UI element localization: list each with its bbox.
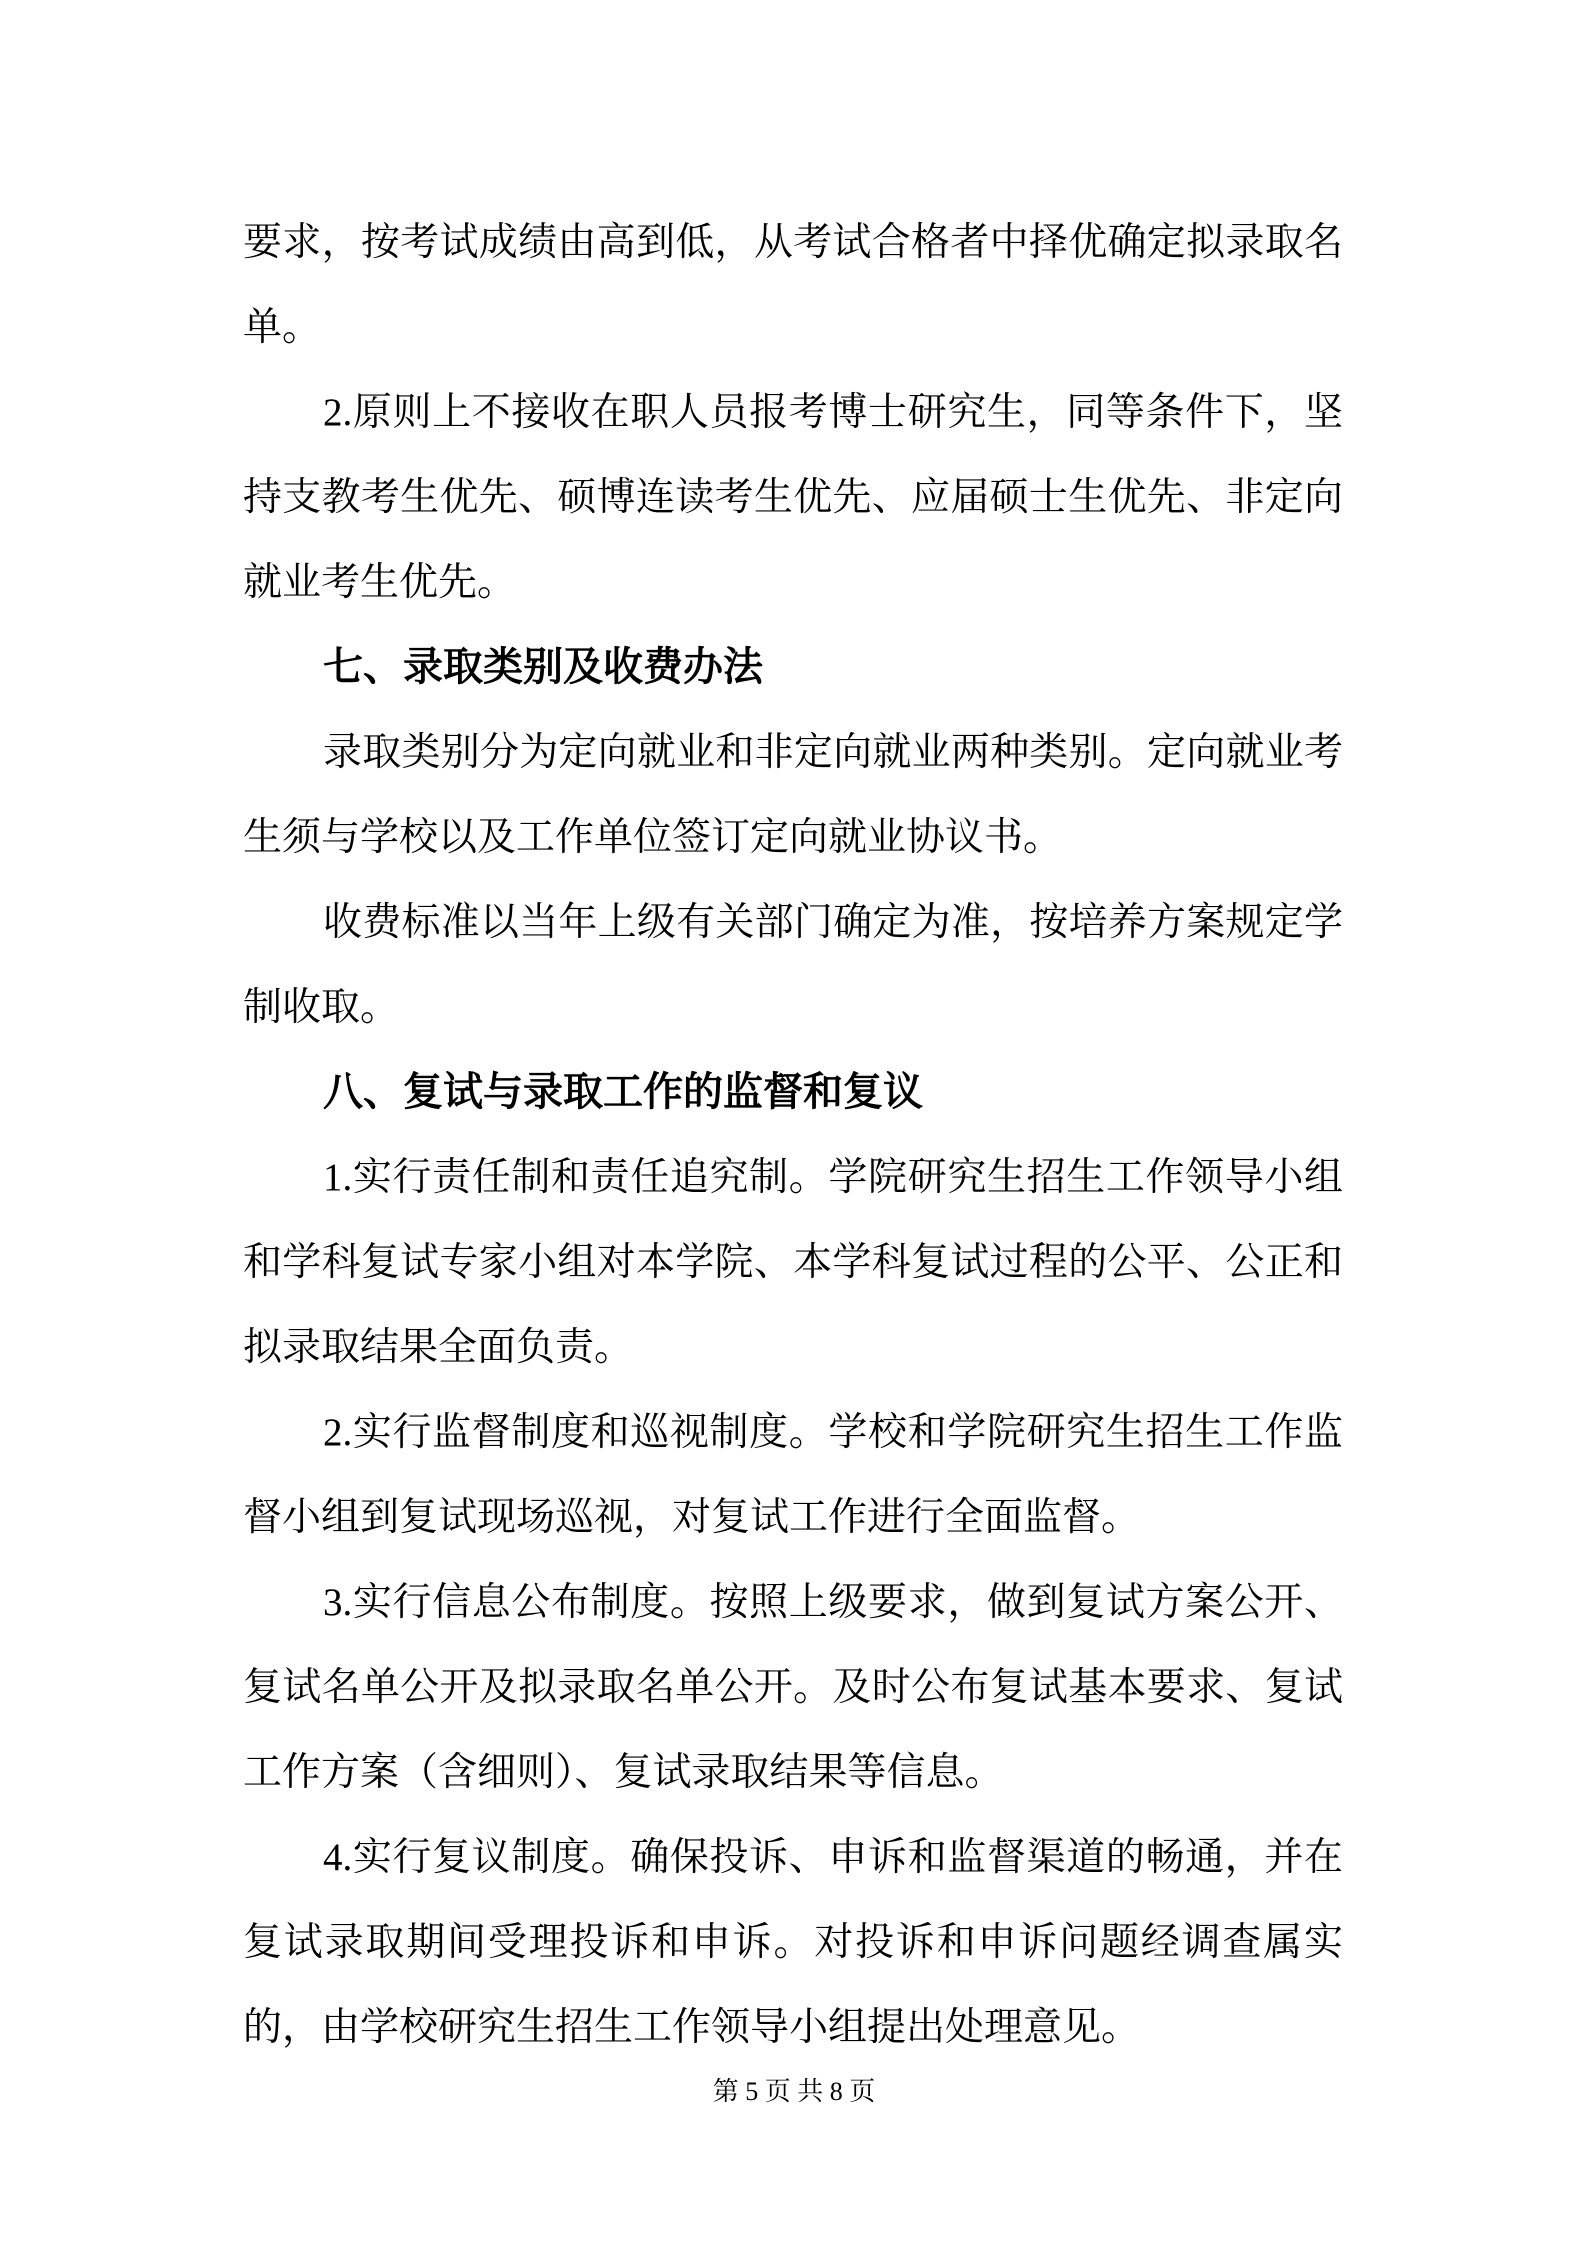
text-line: 工作方案（含细则）、复试录取结果等信息。 xyxy=(243,1751,1004,1794)
text-line: 单。 xyxy=(243,306,322,349)
text-line: 2.实行监督制度和巡视制度。学校和学院研究生招生工作监 xyxy=(323,1411,1343,1454)
text-line: 持支教考生优先、硕博连读考生优先、应届硕士生优先、非定向 xyxy=(243,476,1343,519)
page-number-footer: 第 5 页 共 8 页 xyxy=(712,2077,876,2106)
text-line: 1.实行责任制和责任追究制。学院研究生招生工作领导小组 xyxy=(323,1156,1343,1199)
text-line: 就业考生优先。 xyxy=(243,561,517,604)
text-line: 复试名单公开及拟录取名单公开。及时公布复试基本要求、复试 xyxy=(243,1666,1343,1709)
section-heading-7: 七、录取类别及收费办法 xyxy=(323,645,763,689)
text-line: 复试录取期间受理投诉和申诉。对投诉和申诉问题经调查属实 xyxy=(243,1921,1343,1964)
text-line: 4.实行复议制度。确保投诉、申诉和监督渠道的畅通，并在 xyxy=(323,1836,1343,1879)
text-line: 要求，按考试成绩由高到低，从考试合格者中择优确定拟录取名 xyxy=(243,221,1343,264)
text-line: 收费标准以当年上级有关部门确定为准，按培养方案规定学 xyxy=(323,901,1343,944)
text-line: 生须与学校以及工作单位签订定向就业协议书。 xyxy=(243,816,1063,859)
text-line: 2.原则上不接收在职人员报考博士研究生，同等条件下，坚 xyxy=(323,391,1343,434)
document-body xyxy=(243,200,1343,2070)
text-line: 3.实行信息公布制度。按照上级要求，做到复试方案公开、 xyxy=(323,1581,1343,1624)
text-line: 拟录取结果全面负责。 xyxy=(243,1326,634,1369)
text-line: 的，由学校研究生招生工作领导小组提出处理意见。 xyxy=(243,2006,1141,2049)
text-line: 制收取。 xyxy=(243,986,400,1029)
text-line: 督小组到复试现场巡视，对复试工作进行全面监督。 xyxy=(243,1496,1141,1539)
text-line: 和学科复试专家小组对本学院、本学科复试过程的公平、公正和 xyxy=(243,1241,1343,1284)
section-heading-8: 八、复试与录取工作的监督和复议 xyxy=(323,1070,923,1114)
text-line: 录取类别分为定向就业和非定向就业两种类别。定向就业考 xyxy=(323,731,1343,774)
